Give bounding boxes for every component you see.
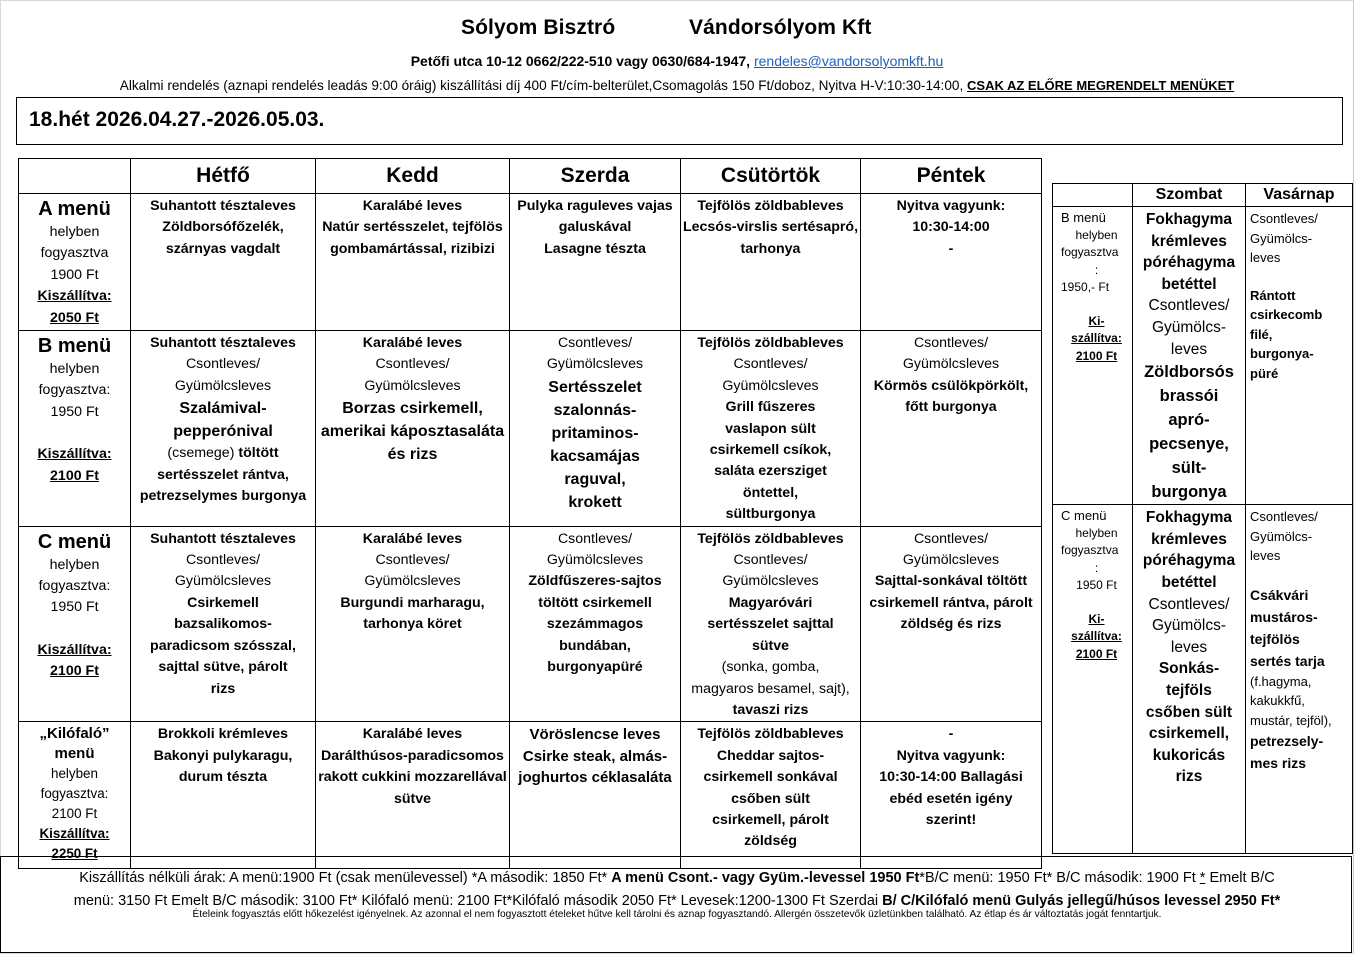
menu-cell: Suhantott tésztaleves Csontleves/ Gyümölcsleves Szalámival-pepperónival (csemege) töltött sertésszelet rántva, petrezselymes burgonya — [131, 331, 316, 527]
menu-cell-saturday: Fokhagyma krémleves póréhagyma betéttel Csontleves/ Gyümölcs-leves Sonkás-tejföls csőben sült csirkemell, kukoricás rizs — [1133, 505, 1246, 854]
day-header: Szerda — [510, 159, 681, 194]
day-header: Vasárnap — [1246, 184, 1353, 207]
contact-line — [0, 53, 1354, 69]
menu-cell: Karalábé leves Darálthúsos-paradicsomos rakott cukkini mozzarellával sütve — [316, 722, 510, 869]
day-header: Szombat — [1133, 184, 1246, 207]
menu-cell: Tejfölös zöldbableves Lecsós-virslis sertésapró, tarhonya — [681, 194, 861, 331]
menu-cell: Nyitva vagyunk: 10:30-14:00 - — [861, 194, 1042, 331]
menu-cell: Csontleves/ Gyümölcsleves Körmös csülökpörkölt, főtt burgonya — [861, 331, 1042, 527]
menu-cell: Tejfölös zöldbableves Csontleves/ Gyümölcsleves Grill fűszeres vaslapon sült csirkemell csíkok, saláta ezersziget öntettel, sültburgonya — [681, 331, 861, 527]
day-header: Hétfő — [131, 159, 316, 194]
menu-label-cell: C menü helyben fogyasztva: 1950 Ft Kiszállítva: 2100 Ft — [19, 526, 131, 722]
table-row-b-menu — [19, 331, 1042, 527]
menu-cell: Csontleves/ Gyümölcsleves Sajttal-sonkával töltött csirkemell rántva, párolt zöldség és rizs — [861, 526, 1042, 722]
menu-label-cell: B menü helyben fogyasztva: 1950 Ft Kiszállítva: 2100 Ft — [19, 331, 131, 527]
menu-cell: Brokkoli krémleves Bakonyi pulykaragu, durum tészta — [131, 722, 316, 869]
menu-cell: Karalábé leves Csontleves/ Gyümölcsleves Borzas csirkemell, amerikai káposztasaláta és rizs — [316, 331, 510, 527]
address-phone: Petőfi utca 10-12 0662/222-510 vagy 0630/684-1947, — [410, 53, 754, 69]
price-line-2: menü: 3150 Ft Emelt B/C második: 3100 Ft* Kilófaló menü: 2100 Ft*Kilófaló második 2050 Ft* Levesek:1200-1300 Ft Szerdai B/ C/Kilófaló menü Gulyás jellegű/húsos levessel 2950 Ft* — [73, 893, 1281, 909]
menu-cell-sunday: Csontleves/ Gyümölcs-leves Rántott csirkecomb filé, burgonya-püré — [1246, 207, 1353, 505]
corner-cell — [1053, 184, 1133, 207]
price-line-1: Kiszállítás nélküli árak: A menü:1900 Ft (csak menülevessel) *A második: 1850 Ft* A menü Csont.- vagy Gyüm.-levessel 1950 Ft*B/C menü: 1950 Ft* B/C második: 1900 Ft * Emelt B/C — [79, 870, 1275, 886]
table-header-row — [19, 159, 1042, 194]
menu-cell: - Nyitva vagyunk: 10:30-14:00 Ballagási ebéd esetén igény szerint! — [861, 722, 1042, 869]
table-row-c-menu — [19, 526, 1042, 722]
week-box — [16, 97, 1343, 145]
email-link[interactable]: rendeles@vandorsolyomkft.hu — [753, 53, 944, 69]
day-header: Péntek — [861, 159, 1042, 194]
table-row-a-menu — [19, 194, 1042, 331]
menu-label-cell: B menü helyben fogyasztva : 1950,- Ft Ki-szállítva: 2100 Ft — [1053, 207, 1133, 505]
menu-cell: Csontleves/ Gyümölcsleves Zöldfűszeres-sajtos töltött csirkemell szezámmagos bundában, burgonyapüré — [510, 526, 681, 722]
menu-label-cell: C menü helyben fogyasztva : 1950 Ft Ki-szállítva: 2100 Ft — [1053, 505, 1133, 854]
menu-label-cell: A menü helyben fogyasztva 1900 Ft Kiszállítva: 2050 Ft — [19, 194, 131, 331]
menu-cell: Karalábé leves Csontleves/ Gyümölcsleves Burgundi marharagu, tarhonya köret — [316, 526, 510, 722]
order-note-emphasis: CSAK AZ ELŐRE MEGRENDELT MENÜKET — [967, 78, 1235, 93]
weekday-menu-table — [18, 158, 1042, 869]
disclaimer: Ételeink fogyasztás előtt hőkezelést igényelnek. Az azonnal el nem fogyasztott ételeket hűtve kell tárolni és aznap fogyasztandó. Allergén összetevők üzletünkben található. Az étlap és ár változtatás jogát fenntartjuk. — [192, 909, 1162, 920]
menu-cell: Tejfölös zöldbableves Cheddar sajtos-csirkemell sonkával csőben sült csirkemell, párolt zöldség — [681, 722, 861, 869]
day-header: Kedd — [316, 159, 510, 194]
menu-cell: Pulyka raguleves vajas galuskával Lasagne tészta — [510, 194, 681, 331]
menu-cell: Vöröslencse leves Csirke steak, almás-joghurtos céklasaláta — [510, 722, 681, 869]
menu-cell: Tejfölös zöldbableves Csontleves/ Gyümölcsleves Magyaróvári sertésszelet sajttal sütve (sonka, gomba, magyaros besamel, sajt), tavaszi rizs — [681, 526, 861, 722]
day-header: Csütörtök — [681, 159, 861, 194]
weekend-row-b-menu — [1053, 207, 1353, 505]
menu-cell-saturday: Fokhagyma krémleves póréhagyma betéttel Csontleves/ Gyümölcs-leves Zöldborsós brassói apró-pecsenye, sült-burgonya — [1133, 207, 1246, 505]
corner-cell — [19, 159, 131, 194]
restaurant-name: Sólyom Bisztró — [461, 16, 616, 39]
menu-cell: Suhantott tésztaleves Zöldborsófőzelék, szárnyas vagdalt — [131, 194, 316, 331]
company-name: Vándorsólyom Kft — [689, 16, 872, 39]
footer-price-box — [0, 856, 1352, 953]
table-row-kilofalo-menu — [19, 722, 1042, 869]
week-title: 18.hét 2026.04.27.-2026.05.03. — [29, 108, 325, 131]
weekend-header-row — [1053, 184, 1353, 207]
menu-cell: Suhantott tésztaleves Csontleves/ Gyümölcsleves Csirkemell bazsalikomos-paradicsom szósszal, sajttal sütve, párolt rizs — [131, 526, 316, 722]
menu-cell-sunday: Csontleves/ Gyümölcs-leves Csákvári mustáros-tejfölös sertés tarja (f.hagyma, kakukkfű, mustár, tejföl), petrezsely-mes rizs — [1246, 505, 1353, 854]
menu-label-cell: „Kilófaló” menü helyben fogyasztva: 2100 Ft Kiszállítva: 2250 Ft — [19, 722, 131, 869]
weekend-row-c-menu — [1053, 505, 1353, 854]
menu-cell: Karalábé leves Natúr sertésszelet, tejfölös gombamártással, rizibizi — [316, 194, 510, 331]
order-note-text: Alkalmi rendelés (aznapi rendelés leadás 9:00 óráig) kiszállítási díj 400 Ft/cím-belterület,Csomagolás 150 Ft/doboz, Nyitva H-V:10:30-14:00, — [119, 78, 968, 93]
weekend-menu-table — [1052, 183, 1353, 854]
menu-cell: Csontleves/ Gyümölcsleves Sertésszelet szalonnás-pritaminos-kacsamájas raguval, krokett — [510, 331, 681, 527]
order-note — [0, 78, 1354, 93]
